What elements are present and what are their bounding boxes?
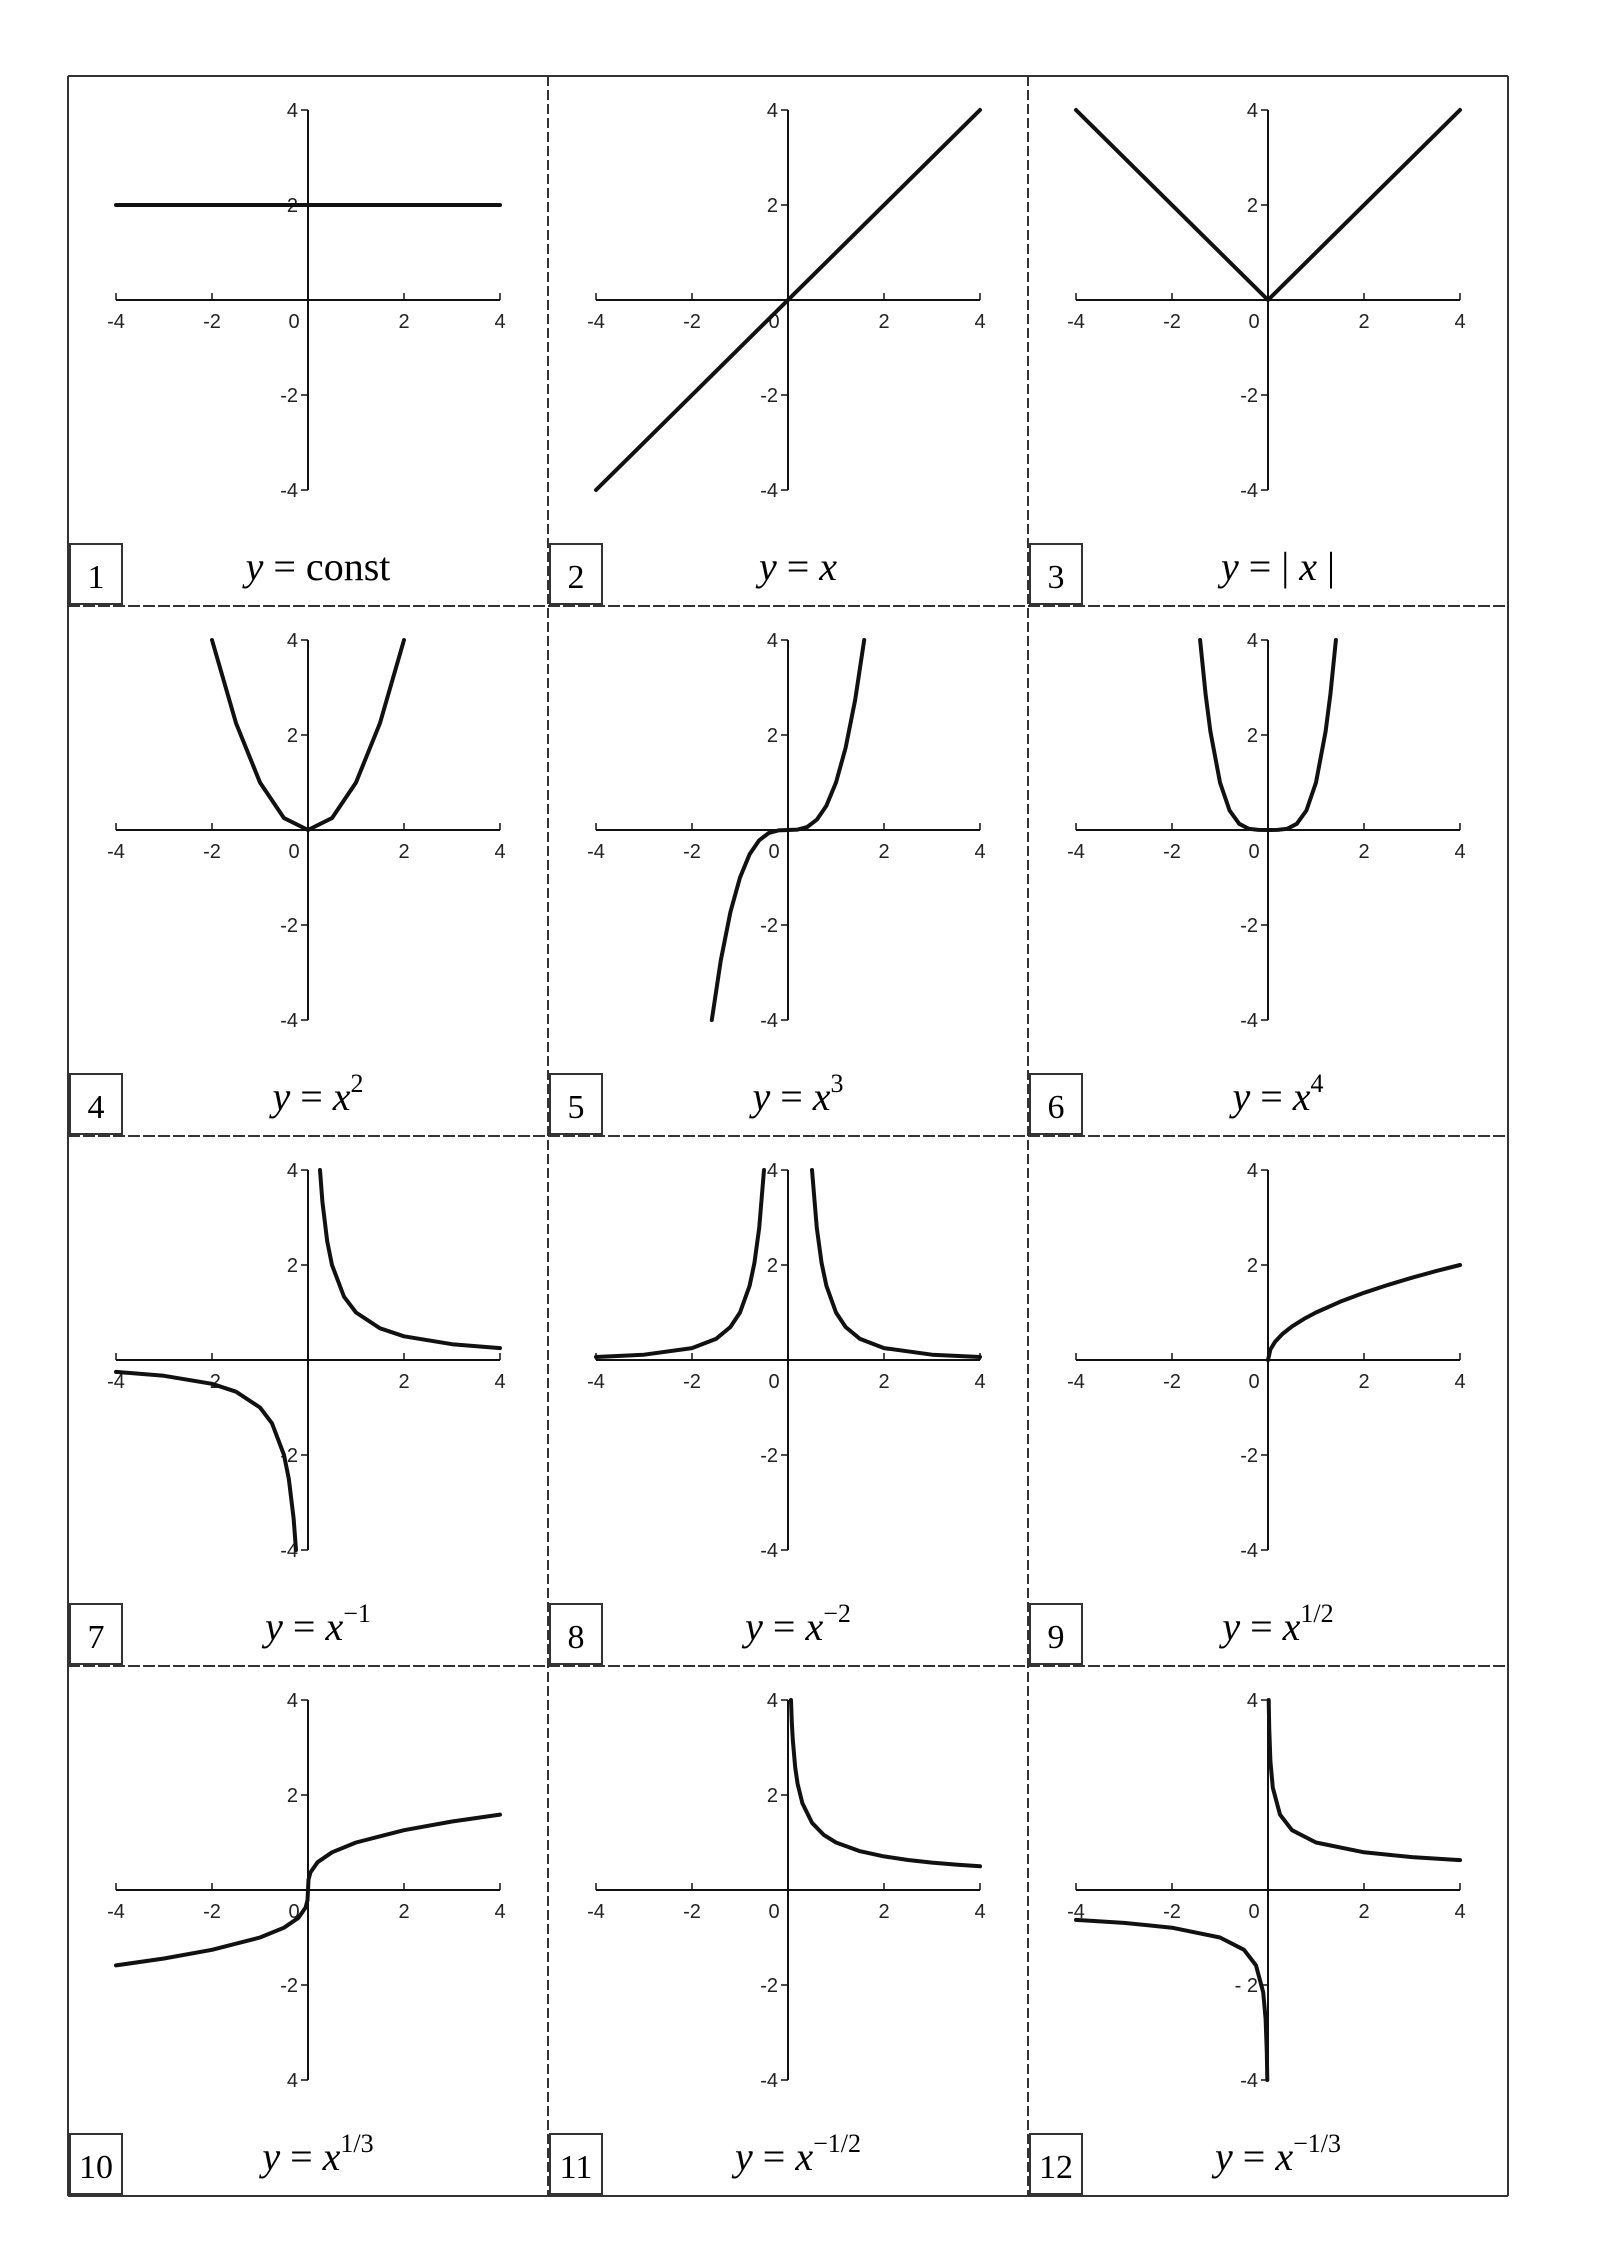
title-text: = <box>752 2134 796 2179</box>
title-text: = <box>290 1074 333 1119</box>
chart-panel-3 <box>1030 100 1466 604</box>
panel-title <box>1218 1599 1333 1649</box>
x-tick-label: -2 <box>203 841 221 863</box>
chart-panel-12 <box>1030 1690 1466 2194</box>
y-tick-label: 4 <box>286 2070 298 2092</box>
y-tick-label: -2 <box>280 915 298 937</box>
title-exponent: −1/3 <box>1293 2129 1341 2158</box>
title-text: = const <box>263 544 391 589</box>
title-text: y <box>1220 544 1239 589</box>
title-exponent: −1/2 <box>813 2129 861 2158</box>
y-tick-label: 2 <box>1246 725 1258 747</box>
y-tick-label: 4 <box>766 1160 778 1182</box>
title-text: x <box>1292 1074 1311 1119</box>
y-tick-label: 4 <box>286 1160 298 1182</box>
title-text: | <box>1317 544 1336 589</box>
x-tick-label: -4 <box>587 841 605 863</box>
x-tick-label: -2 <box>683 841 701 863</box>
title-text: = <box>1240 1604 1283 1649</box>
x-tick-label: -4 <box>587 1371 605 1393</box>
chart-panel-10 <box>70 1690 506 2194</box>
title-text: y <box>1215 2134 1233 2179</box>
y-tick-label: -4 <box>760 480 778 502</box>
x-tick-label: 0 <box>768 311 780 333</box>
x-tick-label: 4 <box>1454 841 1466 863</box>
title-text: = <box>282 1604 326 1649</box>
y-tick-label: -4 <box>280 1010 298 1032</box>
x-tick-label: -2 <box>1163 841 1181 863</box>
panel-title <box>1228 1069 1323 1119</box>
series-line-1 <box>596 1170 764 1357</box>
x-tick-label: 0 <box>1248 1901 1260 1923</box>
x-tick-label: -4 <box>107 841 125 863</box>
title-text: = <box>770 1074 813 1119</box>
y-tick-label: 4 <box>1246 630 1258 652</box>
chart-panel-2 <box>550 100 986 604</box>
y-tick-label: 2 <box>1246 195 1258 217</box>
panel-title <box>755 544 837 589</box>
panel-number: 8 <box>567 1619 585 1656</box>
y-tick-label: -4 <box>760 2070 778 2092</box>
x-tick-label: 0 <box>1248 311 1260 333</box>
title-text: y <box>245 544 264 589</box>
x-tick-label: 2 <box>398 841 410 863</box>
y-tick-label: 4 <box>286 630 298 652</box>
x-tick-label: 2 <box>1358 841 1370 863</box>
x-tick-label: 4 <box>974 1901 986 1923</box>
title-text: x <box>1275 2134 1294 2179</box>
x-tick-label: -2 <box>203 311 221 333</box>
x-tick-label: -2 <box>203 1371 221 1393</box>
chart-panel-1 <box>70 100 506 604</box>
x-tick-label: 0 <box>288 1901 300 1923</box>
y-tick-label: -4 <box>760 1540 778 1562</box>
x-tick-label: 0 <box>288 841 300 863</box>
y-tick-label: -4 <box>760 1010 778 1032</box>
title-text: y <box>265 1604 283 1649</box>
y-tick-label: -2 <box>760 385 778 407</box>
x-tick-label: 2 <box>398 311 410 333</box>
y-tick-label: -4 <box>280 480 298 502</box>
title-text: x <box>805 1604 824 1649</box>
x-tick-label: 2 <box>1358 1371 1370 1393</box>
x-tick-label: -2 <box>1163 1371 1181 1393</box>
y-tick-label: -2 <box>280 385 298 407</box>
series-line-1 <box>1076 1920 1267 2080</box>
y-tick-label: 2 <box>286 195 298 217</box>
title-exponent: 1/2 <box>1300 1599 1334 1628</box>
panel-title <box>258 2129 373 2179</box>
y-tick-label: -2 <box>760 915 778 937</box>
y-tick-label: -4 <box>1240 2070 1258 2092</box>
panel-number: 7 <box>87 1619 105 1656</box>
title-text: = | <box>1238 544 1300 589</box>
x-tick-label: -4 <box>107 1901 125 1923</box>
x-tick-label: 2 <box>1358 311 1370 333</box>
y-tick-label: 4 <box>1246 1690 1258 1712</box>
title-text: y <box>735 2134 753 2179</box>
y-tick-label: 4 <box>1246 100 1258 122</box>
x-tick-label: -4 <box>587 311 605 333</box>
series-line-1 <box>1268 1265 1460 1360</box>
y-tick-label: 2 <box>766 1255 778 1277</box>
x-tick-label: -2 <box>1163 1901 1181 1923</box>
series-line-1 <box>116 1372 296 1550</box>
title-text: y <box>262 2134 281 2179</box>
y-tick-label: 2 <box>766 1785 778 1807</box>
x-tick-label: -4 <box>1067 1371 1085 1393</box>
x-tick-label: -4 <box>1067 841 1085 863</box>
y-tick-label: 4 <box>766 1690 778 1712</box>
x-tick-label: 2 <box>878 1371 890 1393</box>
x-tick-label: -2 <box>683 311 701 333</box>
title-text: = <box>1250 1074 1293 1119</box>
y-tick-label: -4 <box>280 1540 298 1562</box>
title-text: y <box>272 1074 291 1119</box>
x-tick-label: 4 <box>974 1371 986 1393</box>
y-tick-label: 2 <box>1246 1255 1258 1277</box>
panel-number: 4 <box>87 1089 105 1126</box>
y-tick-label: -4 <box>1240 1010 1258 1032</box>
y-tick-label: 4 <box>286 100 298 122</box>
title-exponent: 2 <box>350 1069 364 1098</box>
panel-number: 9 <box>1047 1619 1065 1656</box>
y-tick-label: -2 <box>1240 385 1258 407</box>
chart-panel-5 <box>550 630 986 1134</box>
y-tick-label: 2 <box>766 725 778 747</box>
title-text: y <box>752 1074 771 1119</box>
x-tick-label: 0 <box>1248 841 1260 863</box>
title-exponent: 3 <box>830 1069 844 1098</box>
y-tick-label: -2 <box>280 1445 298 1467</box>
title-text: x <box>1282 1604 1301 1649</box>
x-tick-label: 2 <box>878 1901 890 1923</box>
x-tick-label: 4 <box>494 311 506 333</box>
title-text: x <box>325 1604 344 1649</box>
y-tick-label: -2 <box>760 1975 778 1997</box>
title-text: = <box>776 544 820 589</box>
y-tick-label: -4 <box>1240 1540 1258 1562</box>
title-text: x <box>332 1074 351 1119</box>
title-text: y <box>758 544 777 589</box>
x-tick-label: 0 <box>768 1371 780 1393</box>
x-tick-label: 0 <box>768 841 780 863</box>
y-tick-label: 4 <box>1246 1160 1258 1182</box>
x-tick-label: 0 <box>1248 1371 1260 1393</box>
panel-title <box>1211 2129 1341 2179</box>
chart-panel-4 <box>70 630 506 1134</box>
x-tick-label: -4 <box>107 1371 125 1393</box>
panel-number: 6 <box>1047 1089 1065 1126</box>
panel-number: 1 <box>87 559 105 596</box>
title-text: = <box>280 2134 323 2179</box>
x-tick-label: 2 <box>398 1901 410 1923</box>
panel-number: 12 <box>1039 2149 1073 2186</box>
title-exponent: 4 <box>1310 1069 1324 1098</box>
chart-panel-9 <box>1030 1160 1466 1664</box>
y-tick-label: 4 <box>766 100 778 122</box>
panel-title <box>741 1599 851 1649</box>
x-tick-label: 4 <box>974 841 986 863</box>
y-tick-label: -2 <box>760 1445 778 1467</box>
y-tick-label: -2 <box>1240 1445 1258 1467</box>
panel-title <box>731 2129 861 2179</box>
x-tick-label: 2 <box>878 841 890 863</box>
chart-panel-7 <box>70 1160 506 1664</box>
x-tick-label: -2 <box>683 1371 701 1393</box>
y-tick-label: 2 <box>286 1255 298 1277</box>
y-tick-label: 4 <box>766 630 778 652</box>
title-exponent: −2 <box>823 1599 851 1628</box>
y-tick-label: -2 <box>280 1975 298 1997</box>
series-line-2 <box>320 1170 500 1348</box>
title-text: y <box>1222 1604 1241 1649</box>
x-tick-label: 0 <box>288 311 300 333</box>
x-tick-label: 4 <box>1454 311 1466 333</box>
panel-title <box>748 1069 843 1119</box>
series-line-1 <box>791 1700 980 1866</box>
x-tick-label: 4 <box>494 1371 506 1393</box>
x-tick-label: 2 <box>878 311 890 333</box>
title-exponent: 1/3 <box>340 2129 374 2158</box>
chart-panel-11 <box>550 1690 986 2194</box>
panel-title <box>1217 544 1335 589</box>
series-line-2 <box>1269 1700 1460 1860</box>
y-tick-label: - 2 <box>1234 1975 1258 1997</box>
title-text: x <box>819 544 838 589</box>
x-tick-label: 0 <box>768 1901 780 1923</box>
y-tick-label: 2 <box>286 725 298 747</box>
title-text: x <box>795 2134 814 2179</box>
title-exponent: −1 <box>343 1599 371 1628</box>
y-tick-label: -2 <box>1240 915 1258 937</box>
x-tick-label: -2 <box>203 1901 221 1923</box>
chart-panel-8 <box>550 1160 986 1664</box>
x-tick-label: 4 <box>974 311 986 333</box>
x-tick-label: 2 <box>1358 1901 1370 1923</box>
x-tick-label: -4 <box>107 311 125 333</box>
y-tick-label: 4 <box>286 1690 298 1712</box>
title-text: = <box>1232 2134 1276 2179</box>
x-tick-label: 4 <box>1454 1371 1466 1393</box>
panel-number: 10 <box>79 2149 113 2186</box>
title-text: x <box>322 2134 341 2179</box>
panel-number: 2 <box>567 559 585 596</box>
title-text: x <box>812 1074 831 1119</box>
title-text: y <box>1232 1074 1251 1119</box>
panel-number: 3 <box>1047 559 1065 596</box>
series-line-2 <box>812 1170 980 1357</box>
chart-panel-6 <box>1030 630 1466 1134</box>
x-tick-label: 4 <box>494 1901 506 1923</box>
x-tick-label: 4 <box>494 841 506 863</box>
panel-title <box>242 544 391 589</box>
y-tick-label: -4 <box>1240 480 1258 502</box>
x-tick-label: -4 <box>587 1901 605 1923</box>
x-tick-label: 4 <box>1454 1901 1466 1923</box>
y-tick-label: 2 <box>286 1785 298 1807</box>
panel-number: 5 <box>567 1089 585 1126</box>
y-tick-label: 2 <box>766 195 778 217</box>
x-tick-label: 2 <box>398 1371 410 1393</box>
x-tick-label: -4 <box>1067 311 1085 333</box>
x-tick-label: -4 <box>1067 1901 1085 1923</box>
x-tick-label: -2 <box>1163 311 1181 333</box>
panel-title <box>268 1069 363 1119</box>
title-text: = <box>762 1604 806 1649</box>
panel-number: 11 <box>559 2149 593 2186</box>
x-tick-label: -2 <box>683 1901 701 1923</box>
panel-title <box>261 1599 371 1649</box>
title-text: x <box>1299 544 1318 589</box>
title-text: y <box>745 1604 763 1649</box>
